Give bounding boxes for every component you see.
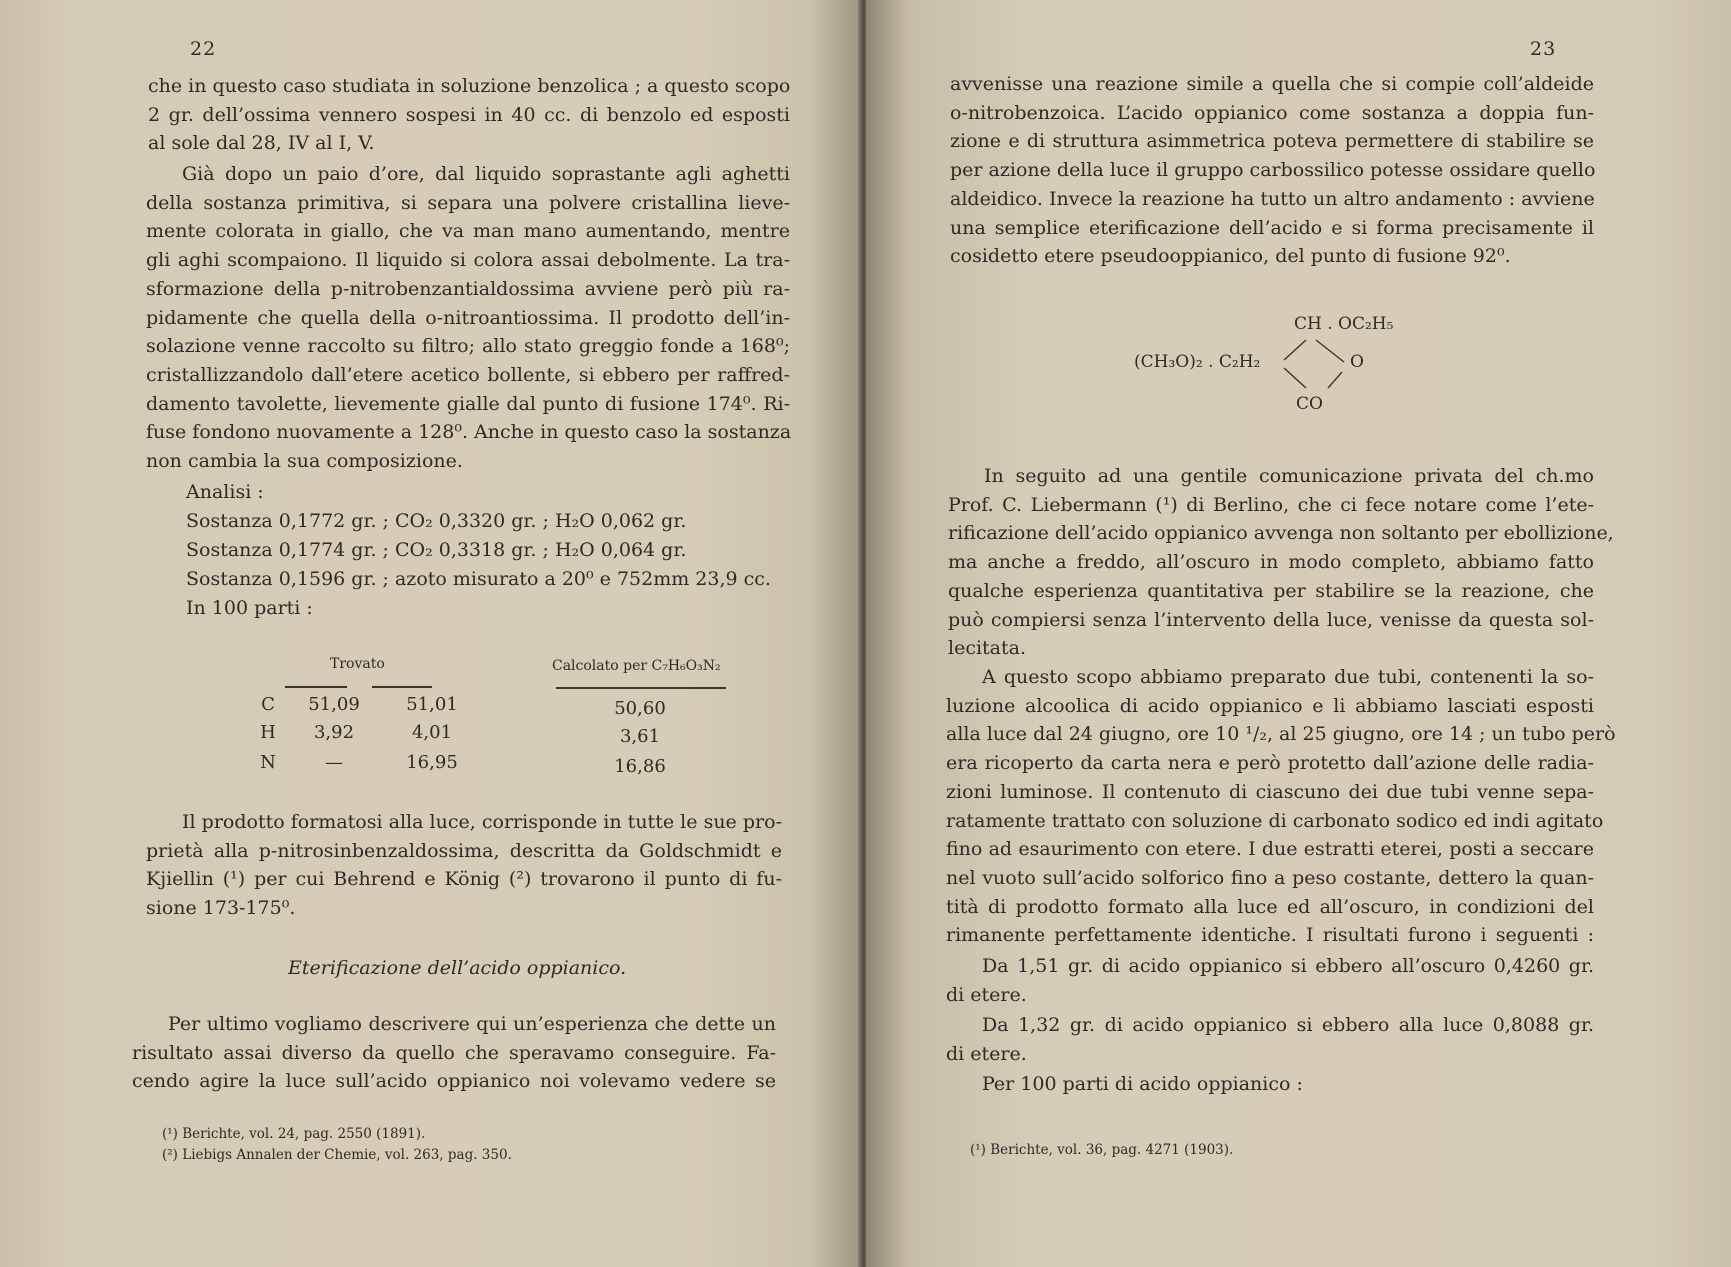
text-line: della sostanza primitiva, si separa una polvere cristallina lieve- [146,191,790,214]
text-line: luzione alcoolica di acido oppianico e li abbiamo lasciati esposti [946,694,1594,717]
found-header: Trovato [330,656,385,672]
right-paragraph-3 [946,663,1616,950]
text-line: sformazione della p-nitrobenzantialdossima avviene però più ra- [146,277,790,300]
analysis-line: Sostanza 0,1772 gr. ; CO₂ 0,3320 gr. ; H₂O 0,062 gr. [186,510,687,532]
table-rule [285,686,347,688]
page-number: 22 [190,38,217,60]
text-line: cristallizzandolo dall’etere acetico bollente, si ebbero per raffred- [146,363,790,386]
left-paragraph-2 [146,160,790,476]
text-line: aldeidico. Invece la reazione ha tutto un altro andamento : avviene [950,187,1595,210]
section-heading: Eterificazione dell’acido oppianico. [288,957,627,979]
footnote: (¹) Berichte, vol. 36, pag. 4271 (1903). [970,1142,1234,1158]
analysis-label: Analisi : [186,481,264,503]
text-line: mente colorata in giallo, che va man mano aumentando, mentre [146,220,790,243]
formula-right: O [1350,352,1364,372]
footnote: (²) Liebigs Annalen der Chemie, vol. 263, pag. 350. [162,1147,512,1163]
table-cell-calc: 3,61 [619,726,661,747]
formula-bottom: CO [1296,394,1323,414]
text-line: solazione venne raccolto su filtro; allo stato greggio fonde a 168⁰; [146,335,790,358]
analysis-block [146,478,796,623]
text-line: Per ultimo vogliamo descrivere qui un’esperienza che dette un [168,1013,776,1035]
text-line: una semplice eterificazione dell’acido e si forma precisamente il [950,216,1594,239]
text-line: cosidetto etere pseudooppianico, del punto di fusione 92⁰. [950,245,1511,268]
table-cell-found: — [325,752,343,773]
text-line: Il prodotto formatosi alla luce, corrisponde in tutte le sue pro- [182,811,782,833]
text-line: In seguito ad una gentile comunicazione privata del ch.mo [984,465,1594,487]
table-cell-found: 3,92 [313,722,355,743]
text-line: gli aghi scompaiono. Il liquido si colora assai debolmente. La tra- [146,249,790,272]
right-paragraph-2 [948,462,1614,663]
table-cell-found: 4,01 [411,722,453,743]
formula-bonds [866,0,1731,480]
footnotes [162,1124,512,1166]
right-paragraph-5 [946,1011,1594,1068]
text-line: Per 100 parti di acido oppianico : [982,1073,1303,1095]
table-rule [556,687,726,689]
text-line: Da 1,51 gr. di acido oppianico si ebbero all’oscuro 0,4260 gr. [982,955,1594,977]
table-cell-element: H [260,722,276,743]
text-line: risultato assai diverso da quello che speravamo conseguire. Fa- [132,1041,776,1064]
analysis-line: Sostanza 0,1596 gr. ; azoto misurato a 20⁰ e 752mm 23,9 cc. [186,568,771,590]
formula-left: (CH₃O)₂ . C₂H₂ [1134,352,1261,372]
text-line: ma anche a freddo, all’oscuro in modo completo, abbiamo fatto [948,551,1594,574]
footnote: (¹) Berichte, vol. 24, pag. 2550 (1891). [162,1126,426,1142]
text-line: cendo agire la luce sull’acido oppianico noi volevamo vedere se [132,1070,776,1093]
right-paragraph-4 [946,952,1594,1009]
text-line: che in questo caso studiata in soluzione benzolica ; a questo scopo [148,75,791,97]
text-line: ratamente trattato con soluzione di carbonato sodico ed indi agitato [946,809,1604,832]
text-line: sione 173-175⁰. [146,897,296,920]
text-line: zione e di struttura asimmetrica poteva permettere di stabilire se [950,130,1594,153]
table-cell-found: 51,09 [308,694,360,715]
text-line: al sole dal 28, IV al I, V. [148,132,375,155]
text-line: tità di prodotto formato alla luce ed all’oscuro, in condizioni del [946,895,1594,918]
calc-header: Calcolato per C₇H₆O₃N₂ [552,658,721,674]
text-line: nel vuoto sull’acido solforico fino a peso costante, dettero la quan- [946,866,1594,889]
text-line: fino ad esaurimento con etere. I due estratti eterei, posti a seccare [946,838,1594,861]
text-line: damento tavolette, lievemente gialle dal punto di fusione 174⁰. Ri- [146,392,790,415]
text-line: per azione della luce il gruppo carbossilico potesse ossidare quello [950,159,1596,182]
text-line: di etere. [946,983,1027,1006]
table-cell-calc: 50,60 [614,698,666,719]
text-line: Prof. C. Liebermann (¹) di Berlino, che ci fece notare come l’ete- [948,493,1594,516]
table-cell-found: 16,95 [406,752,458,773]
text-line: Da 1,32 gr. di acido oppianico si ebbero alla luce 0,8088 gr. [982,1014,1594,1036]
table-cell-found: 51,01 [406,694,458,715]
text-line: non cambia la sua composizione. [146,450,463,473]
page-number: 23 [1530,38,1557,60]
left-paragraph-4 [132,1010,776,1096]
right-paragraph-6 [946,1070,1594,1099]
text-line: zioni luminose. Il contenuto di ciascuno dei due tubi venne sepa- [946,780,1594,803]
table-rule [372,686,432,688]
text-line: di etere. [946,1042,1027,1065]
text-line: era ricoperto da carta nera e però protetto dall’azione delle radia- [946,752,1594,775]
text-line: 2 gr. dell’ossima vennero sospesi in 40 cc. di benzolo ed esposti [148,103,790,126]
text-line: prietà alla p-nitrosinbenzaldossima, descritta da Goldschmidt e [146,839,782,862]
text-line: alla luce dal 24 giugno, ore 10 ¹/₂, al 25 giugno, ore 14 ; un tubo però [946,723,1616,746]
table-cell-element: C [261,694,275,715]
text-line: avvenisse una reazione simile a quella che si compie coll’aldeide [950,73,1594,95]
text-line: A questo scopo abbiamo preparato due tubi, contenenti la so- [982,666,1594,688]
footnotes [970,1140,1233,1161]
table-cell-calc: 16,86 [614,756,666,777]
text-line: può compiersi senza l’intervento della luce, venisse da questa sol- [948,608,1594,631]
right-page [866,0,1731,1267]
text-line: Kjiellin (¹) per cui Behrend e König (²) trovarono il punto di fu- [146,868,782,891]
text-line: Già dopo un paio d’ore, dal liquido soprastante agli aghetti [182,163,790,185]
analysis-line: In 100 parti : [186,597,313,619]
left-paragraph-3 [146,808,782,923]
left-paragraph-1 [148,72,790,158]
left-page [0,0,860,1267]
text-line: lecitata. [948,637,1027,660]
formula-top: CH . OC₂H₅ [1294,314,1394,334]
analysis-line: Sostanza 0,1774 gr. ; CO₂ 0,3318 gr. ; H₂O 0,064 gr. [186,539,687,561]
text-line: pidamente che quella della o-nitroantiossima. Il prodotto dell’in- [146,306,790,329]
text-line: rimanente perfettamente identiche. I risultati furono i seguenti : [946,924,1594,947]
text-line: qualche esperienza quantitativa per stabilire se la reazione, che [948,579,1594,602]
text-line: fuse fondono nuovamente a 128⁰. Anche in questo caso la sostanza [146,421,792,444]
text-line: o-nitrobenzoica. L’acido oppianico come sostanza a doppia fun- [950,101,1594,124]
table-cell-element: N [260,752,276,773]
text-line: rificazione dell’acido oppianico avvenga non soltanto per ebollizione, [948,522,1614,545]
